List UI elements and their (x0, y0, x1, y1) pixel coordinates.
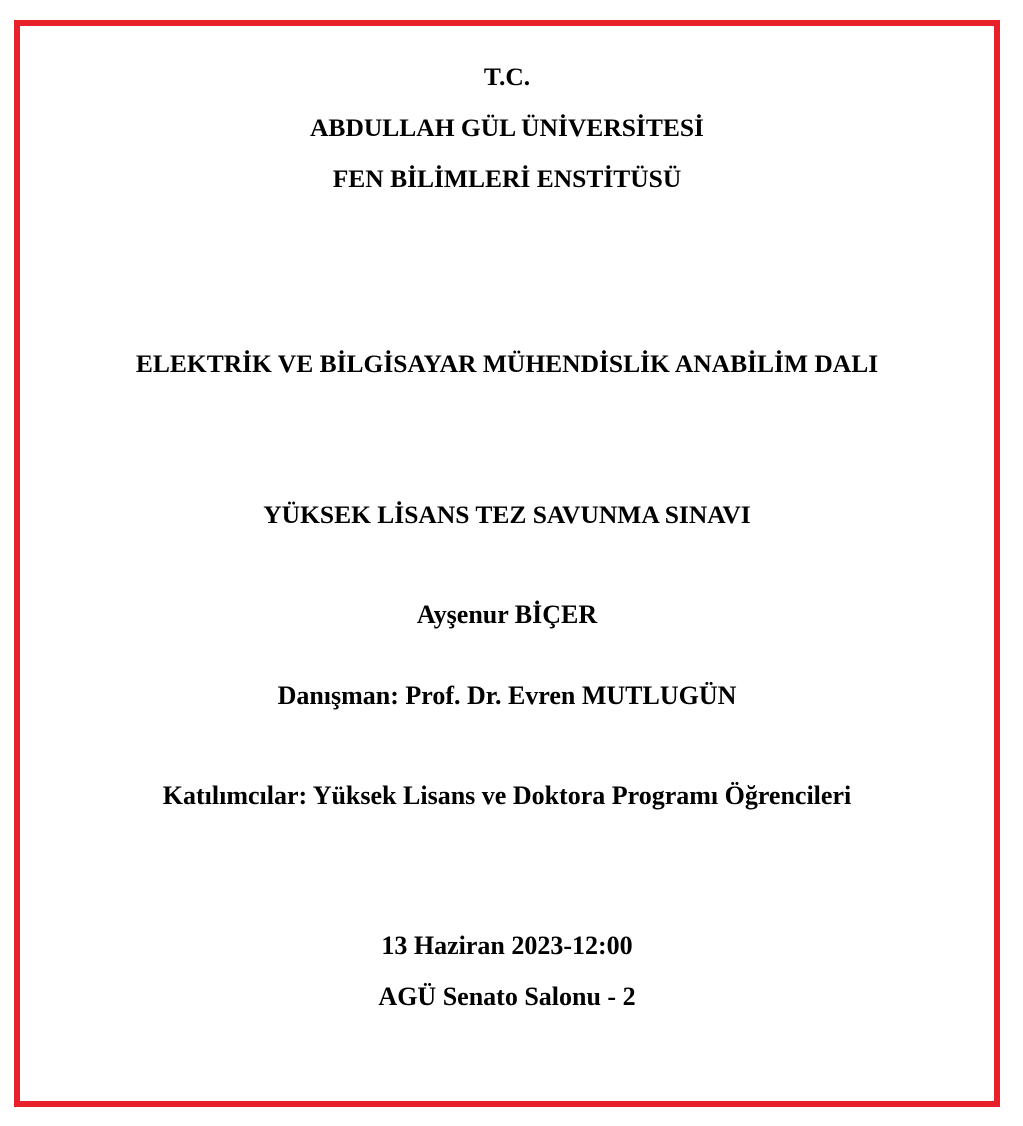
candidate-name: Ayşenur BİÇER (416, 600, 598, 629)
advisor-line: Danışman: Prof. Dr. Evren MUTLUGÜN (277, 681, 737, 710)
header-university: ABDULLAH GÜL ÜNİVERSİTESİ (310, 113, 704, 142)
exam-title: YÜKSEK LİSANS TEZ SAVUNMA SINAVI (263, 500, 751, 529)
exam-datetime: 13 Haziran 2023-12:00 (381, 931, 633, 960)
participants-line: Katılımcılar: Yüksek Lisans ve Doktora Programı Öğrencileri (162, 781, 852, 810)
header-country: T.C. (483, 62, 531, 91)
department-title: ELEKTRİK VE BİLGİSAYAR MÜHENDİSLİK ANABİLİM DALI (135, 349, 879, 378)
header-institute: FEN BİLİMLERİ ENSTİTÜSÜ (332, 164, 682, 193)
exam-location: AGÜ Senato Salonu - 2 (378, 982, 636, 1011)
